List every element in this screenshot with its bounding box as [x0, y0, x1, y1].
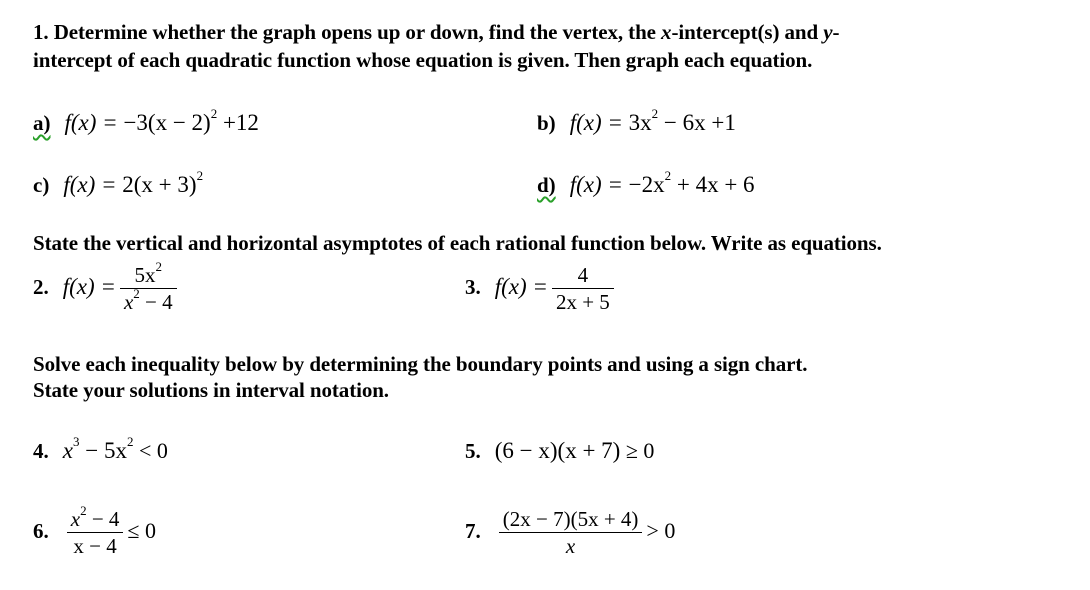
part-b	[537, 106, 736, 137]
asymptotes-instruction: State the vertical and horizontal asymptotes of each rational function below. Write as equations.	[33, 231, 882, 255]
part-d	[537, 168, 755, 199]
function-lhs: f(x) =	[494, 273, 548, 299]
problem-7	[465, 506, 675, 559]
exponent: 2	[80, 503, 87, 518]
problem-label-2: 2.	[33, 274, 49, 299]
exponent: 2	[133, 286, 140, 301]
numerator-text: 5x	[134, 263, 156, 287]
part-label-d: d)	[537, 173, 556, 197]
expression: 3x	[628, 110, 652, 135]
variable-y: y	[823, 20, 833, 44]
problem-label-5: 5.	[465, 439, 481, 463]
exponent: 2	[196, 168, 204, 184]
relation: < 0	[133, 438, 168, 463]
exponent: 2	[664, 168, 672, 184]
expression: −3(x − 2)	[123, 110, 211, 135]
part-label-b: b)	[537, 111, 556, 135]
expression: − 6x +1	[658, 110, 736, 135]
problem-4	[33, 434, 168, 465]
exponent: 2	[651, 106, 659, 122]
problem-label-4: 4.	[33, 439, 49, 463]
problem-label-6: 6.	[33, 518, 49, 543]
function-lhs: f(x) =	[569, 172, 629, 197]
denominator-text: − 4	[139, 290, 173, 314]
denominator	[120, 286, 177, 315]
relation: > 0	[646, 517, 676, 543]
fraction	[552, 262, 614, 315]
expression: −2x	[628, 172, 665, 197]
exponent: 3	[72, 434, 80, 450]
fraction	[67, 503, 124, 559]
relation: ≥ 0	[620, 438, 655, 463]
numerator	[67, 503, 124, 533]
relation: ≤ 0	[127, 517, 156, 543]
expression: x	[62, 438, 73, 463]
problem-1-instruction-line-1	[33, 19, 839, 45]
numerator-text: − 4	[86, 507, 120, 531]
numerator: 4	[552, 262, 614, 289]
fraction	[120, 259, 177, 315]
problem-label-7: 7.	[465, 518, 481, 543]
problem-3	[465, 262, 618, 315]
denominator: 2x + 5	[555, 290, 610, 314]
part-a	[33, 106, 259, 137]
exponent: 2	[155, 259, 163, 274]
exponent: 2	[210, 106, 218, 122]
instruction-text: -	[832, 20, 840, 44]
part-c	[33, 168, 204, 199]
part-label-c: c)	[33, 173, 50, 197]
instruction-text: -intercept(s) and	[671, 20, 824, 44]
expression: + 4x + 6	[671, 172, 755, 197]
exponent: 2	[126, 434, 134, 450]
function-lhs: f(x) =	[62, 273, 116, 299]
denominator: x	[565, 534, 576, 558]
function-lhs: f(x) =	[569, 110, 629, 135]
variable-x: x	[661, 20, 672, 44]
function-lhs: f(x) =	[63, 172, 123, 197]
expression: 2(x + 3)	[122, 172, 197, 197]
denominator: x − 4	[73, 534, 117, 558]
instruction-text: 1. Determine whether the graph opens up or down, find the vertex, the	[33, 20, 662, 44]
problem-5	[465, 437, 654, 465]
inequalities-instruction-line-2: State your solutions in interval notation.	[33, 378, 389, 402]
numerator: (2x − 7)(5x + 4)	[499, 506, 643, 533]
expression: (6 − x)(x + 7)	[494, 438, 621, 463]
function-lhs: f(x) =	[64, 110, 124, 135]
problem-2	[33, 259, 181, 315]
problem-label-3: 3.	[465, 274, 481, 299]
numerator	[120, 259, 177, 289]
problem-1-instruction-line-2: intercept of each quadratic function whose equation is given. Then graph each equation.	[33, 48, 813, 72]
inequalities-instruction-line-1: Solve each inequality below by determining the boundary points and using a sign chart.	[33, 352, 808, 376]
expression: − 5x	[79, 438, 127, 463]
denominator-text: x	[123, 290, 134, 314]
fraction	[499, 506, 643, 559]
problem-6	[33, 503, 156, 559]
expression: +12	[217, 110, 259, 135]
numerator-text: x	[70, 507, 81, 531]
part-label-a: a)	[33, 111, 51, 135]
